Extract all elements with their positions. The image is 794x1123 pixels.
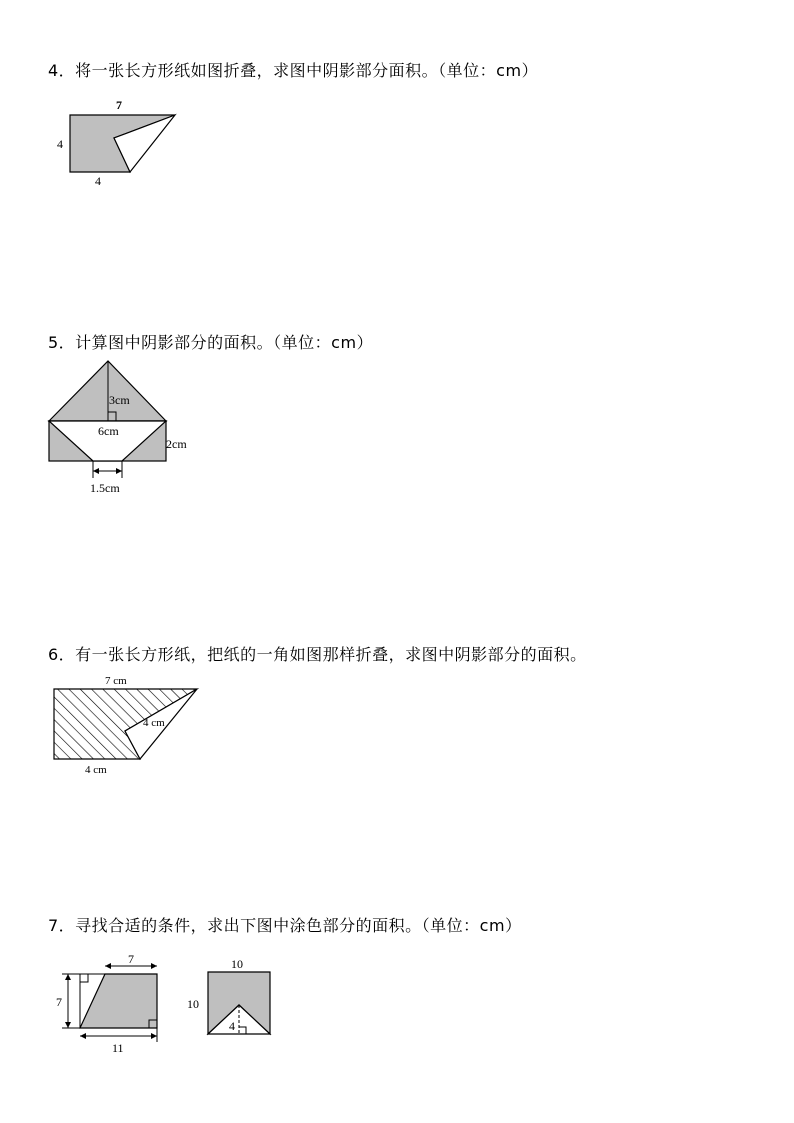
q5-label-gap: 1.5cm — [90, 481, 120, 495]
q5-label-height: 3cm — [109, 393, 130, 407]
q5-gap-arrowhead-right — [116, 468, 122, 474]
q7b-label-inner: 4 — [229, 1019, 235, 1033]
q7a-bottom-arrow-right — [151, 1033, 157, 1039]
question-6-text: 6．有一张长方形纸，把纸的一角如图那样折叠，求图中阴影部分的面积。 — [48, 645, 587, 664]
q7b-label-side: 10 — [187, 997, 199, 1011]
q7a-top-arrow-right — [151, 963, 157, 969]
q5-label-side: 2cm — [166, 437, 187, 451]
question-4-text: 4．将一张长方形纸如图折叠，求图中阴影部分面积。（单位：cm） — [48, 61, 539, 80]
q7a-right-angle-top — [80, 974, 88, 982]
q6-hatched-region — [54, 689, 197, 759]
q7a-shaded-trapezoid — [80, 974, 157, 1028]
q4-label-left: 4 — [57, 137, 63, 151]
q5-label-width: 6cm — [98, 424, 119, 438]
q6-label-fold: 4 cm — [143, 717, 165, 729]
question-5-figure — [48, 360, 228, 500]
question-7-figure-b — [180, 950, 290, 1050]
q6-label-bottom: 4 cm — [85, 764, 107, 776]
question-7-text: 7．寻找合适的条件，求出下图中涂色部分的面积。（单位：cm） — [48, 916, 522, 935]
q7a-top-arrow-left — [105, 963, 111, 969]
q7a-label-height: 7 — [56, 995, 62, 1009]
question-6-figure — [40, 672, 240, 782]
q7a-bottom-arrow-left — [80, 1033, 86, 1039]
q7b-label-top: 10 — [231, 957, 243, 971]
question-7-figure-a — [50, 950, 180, 1060]
question-4-figure — [40, 98, 240, 188]
q4-label-bottom: 4 — [95, 174, 101, 188]
question-5-text: 5．计算图中阴影部分的面积。（单位：cm） — [48, 333, 374, 352]
q5-gap-arrowhead-left — [93, 468, 99, 474]
q7a-label-top: 7 — [128, 952, 134, 966]
q7a-label-bottom: 11 — [112, 1041, 124, 1055]
q7a-height-arrow-bottom — [65, 1022, 71, 1028]
q7a-height-arrow-top — [65, 974, 71, 980]
q4-label-top: 7 — [116, 98, 122, 112]
q6-label-top: 7 cm — [105, 675, 127, 687]
